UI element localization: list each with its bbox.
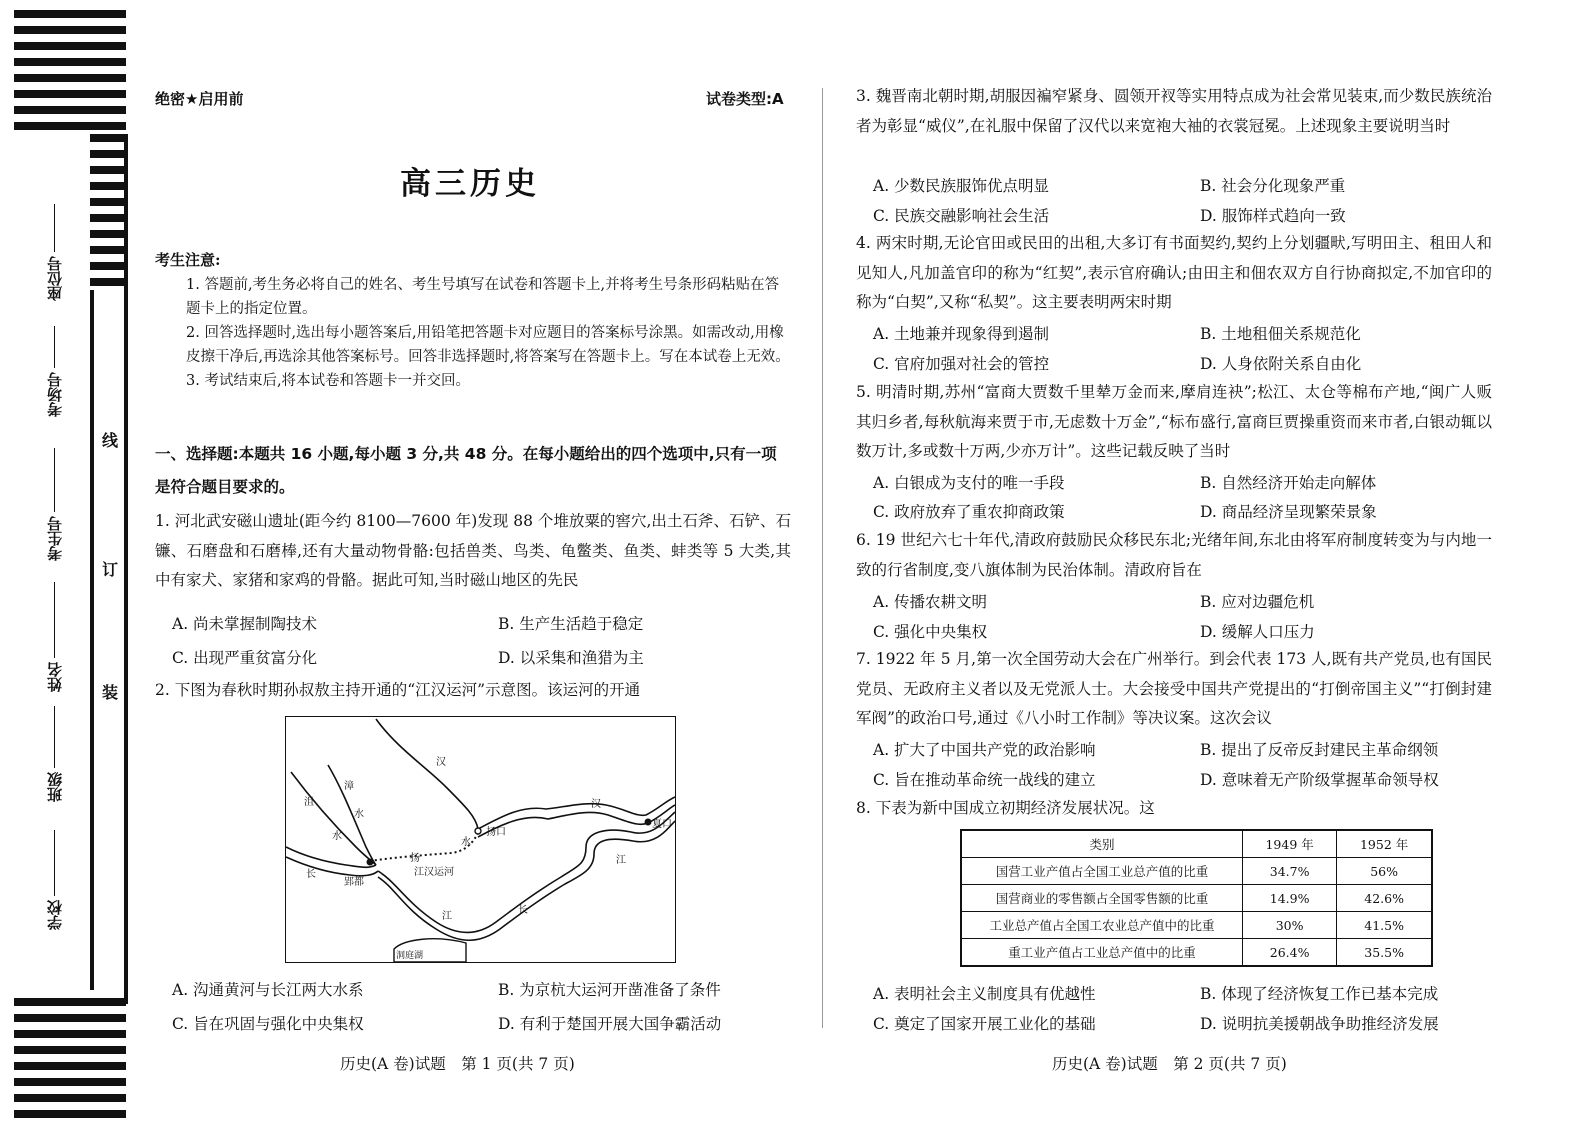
q6-option-d[interactable]: D. 缓解人口压力 bbox=[1200, 623, 1315, 641]
table-row bbox=[961, 912, 1432, 939]
question-1-stem: 1. 河北武安磁山遗址(距今约 8100—7600 年)发现 88 个堆放粟的窖穴,出土石斧、石铲、石镰、石磨盘和石磨棒,还有大量动物骨骼:包括兽类、鸟类、龟鳖类、鱼类、蚌类等 5 大类,其中有家犬、家猪和家鸡的骨骼。据此可知,当时磁山地区的先民 bbox=[155, 512, 791, 589]
school-blank[interactable] bbox=[54, 830, 55, 896]
map-label-zhang-shui: 水 bbox=[354, 809, 364, 820]
notice-item: 1. 答题前,考生务必将自己的姓名、考生号填写在试卷和答题卡上,并将考生号条形码粘贴在答题卡上的指定位置。 bbox=[186, 277, 780, 317]
q3-option-d[interactable]: D. 服饰样式趋向一致 bbox=[1200, 207, 1346, 225]
yangtze-middle-b bbox=[378, 821, 675, 940]
economy-table bbox=[960, 829, 1433, 967]
yangtze-upper bbox=[286, 847, 376, 867]
han-river bbox=[376, 719, 478, 829]
map-label-han-shui: 汉 bbox=[591, 799, 601, 810]
table-cell: 42.6% bbox=[1337, 885, 1432, 912]
map-label-chang-lower: 长 bbox=[518, 905, 528, 916]
yangtze-upper-b bbox=[286, 857, 378, 876]
seat-blank[interactable] bbox=[54, 204, 55, 252]
table-cell: 35.5% bbox=[1337, 939, 1432, 967]
yingdu-marker bbox=[367, 859, 374, 866]
q4-option-b[interactable]: B. 土地租佃关系规范化 bbox=[1200, 325, 1361, 343]
question-2-stem: 2. 下图为春秋时期孙叔敖主持开通的“江汉运河”示意图。该运河的开通 bbox=[155, 681, 641, 699]
table-cell: 国营工业产值占全国工业总产值的比重 bbox=[961, 858, 1243, 885]
q5-option-c[interactable]: C. 政府放弃了重农抑商政策 bbox=[873, 503, 1065, 521]
q5-option-d[interactable]: D. 商品经济呈现繁荣景象 bbox=[1200, 503, 1377, 521]
q1-option-b[interactable]: B. 生产生活趋于稳定 bbox=[498, 615, 644, 633]
q8-option-b[interactable]: B. 体现了经济恢复工作已基本完成 bbox=[1200, 985, 1439, 1003]
table-row bbox=[961, 885, 1432, 912]
q1-option-c[interactable]: C. 出现严重贫富分化 bbox=[172, 649, 318, 667]
table-cell: 56% bbox=[1337, 858, 1432, 885]
question-3-stem: 3. 魏晋南北朝时期,胡服因褊窄紧身、圆领开衩等实用特点成为社会常见装束,而少数民族统治者为彰显“威仪”,在礼服中保留了汉代以来宽袍大袖的衣裳冠冕。上述现象主要说明当时 bbox=[856, 87, 1492, 135]
canal-map bbox=[285, 716, 676, 963]
q4-option-d[interactable]: D. 人身依附关系自由化 bbox=[1200, 355, 1362, 373]
table-cell: 国营商业的零售额占全国零售额的比重 bbox=[961, 885, 1243, 912]
map-label-ju: 沮 bbox=[304, 797, 314, 808]
class-label: 班级 bbox=[46, 772, 64, 802]
notice-item: 2. 回答选择题时,选出每小题答案后,用铅笔把答题卡对应题目的答案标号涂黑。如需改动,用橡皮擦干净后,再选涂其他答案标号。回答非选择题时,将答案写在答题卡上。写在本试卷上无效。 bbox=[186, 325, 790, 365]
binding-word-bind: 装 bbox=[102, 683, 119, 702]
q1-option-a[interactable]: A. 尚未掌握制陶技术 bbox=[172, 615, 318, 633]
table-header: 类别 bbox=[961, 830, 1243, 858]
q5-option-a[interactable]: A. 白银成为支付的唯一手段 bbox=[873, 474, 1065, 492]
name-blank[interactable] bbox=[54, 582, 55, 658]
q2-option-c[interactable]: C. 旨在巩固与强化中央集权 bbox=[172, 1015, 364, 1033]
q7-option-a[interactable]: A. 扩大了中国共产党的政治影响 bbox=[873, 741, 1096, 759]
q3-option-a[interactable]: A. 少数民族服饰优点明显 bbox=[873, 177, 1050, 195]
binding-word-line: 线 bbox=[102, 431, 119, 450]
yangkou-marker bbox=[475, 828, 481, 834]
q2-option-d[interactable]: D. 有利于楚国开展大国争霸活动 bbox=[498, 1015, 722, 1033]
exam-room-label: 考场号 bbox=[46, 372, 64, 417]
table-row bbox=[961, 858, 1432, 885]
q6-option-a[interactable]: A. 传播农耕文明 bbox=[873, 593, 988, 611]
student-id-blank[interactable] bbox=[54, 448, 55, 512]
question-4-stem: 4. 两宋时期,无论官田或民田的出租,大多订有书面契约,契约上分划疆畎,写明田主、租田人和见知人,凡加盖官印的称为“红契”,表示官府确认;由田主和佃农双方自行协商拟定,不加官印的称为“白契”,又称“私契”。这主要表明两宋时期 bbox=[856, 234, 1492, 311]
column-divider bbox=[822, 88, 823, 1028]
q7-option-b[interactable]: B. 提出了反帝反封建民主革命纲领 bbox=[1200, 741, 1439, 759]
name-label: 姓名 bbox=[46, 662, 64, 692]
map-label-zhang: 漳 bbox=[344, 781, 354, 792]
seat-label: 座位号 bbox=[46, 256, 64, 301]
q5-option-b[interactable]: B. 自然经济开始走向解体 bbox=[1200, 474, 1377, 492]
table-row bbox=[961, 939, 1432, 967]
map-label-ju-shui: 水 bbox=[332, 831, 342, 842]
q8-option-d[interactable]: D. 说明抗美援朝战争助推经济发展 bbox=[1200, 1015, 1439, 1033]
question-8-stem: 8. 下表为新中国成立初期经济发展状况。这 bbox=[856, 799, 1155, 817]
map-label-han: 汉 bbox=[436, 757, 446, 768]
student-id-label: 考生号 bbox=[46, 516, 64, 561]
q8-option-c[interactable]: C. 奠定了国家开展工业化的基础 bbox=[873, 1015, 1096, 1033]
notice-item: 3. 考试结束后,将本试卷和答题卡一并交回。 bbox=[186, 373, 471, 389]
q2-option-b[interactable]: B. 为京杭大运河开凿准备了条件 bbox=[498, 981, 721, 999]
xiakou-marker bbox=[645, 819, 652, 826]
footer-page-1: 历史(A 卷)试题 第 1 页(共 7 页) bbox=[340, 1055, 575, 1073]
page-title: 高三历史 bbox=[400, 166, 540, 202]
table-cell: 工业总产值占全国工农业总产值中的比重 bbox=[961, 912, 1243, 939]
map-label-chang-upper: 长 bbox=[306, 869, 316, 880]
map-label-lake: 洞庭湖 bbox=[396, 951, 424, 961]
zhang-river bbox=[328, 765, 376, 865]
question-5-stem: 5. 明清时期,苏州“富商大贾数千里辇万金而来,摩肩连袂”;松江、太仓等棉布产地,“闽广人贩其归乡者,每秋航海来贾于市,无虑数十万金”,“标布盛行,富商巨贾操重资而来市者,白银动辄以数万计,多或数十万两,少亦万计”。这些记载反映了当时 bbox=[856, 383, 1492, 460]
map-label-yangkou: 扬口 bbox=[486, 827, 506, 838]
map-label-xiakou: 夏口 bbox=[652, 819, 672, 830]
q8-option-a[interactable]: A. 表明社会主义制度具有优越性 bbox=[873, 985, 1096, 1003]
table-cell: 34.7% bbox=[1243, 858, 1337, 885]
question-7-stem: 7. 1922 年 5 月,第一次全国劳动大会在广州举行。到会代表 173 人,既有共产党员,也有国民党员、无政府主义者以及无党派人士。大会接受中国共产党提出的“打倒帝国主义”“打倒封建军阀”的政治口号,通过《八小时工作制》等决议案。这次会议 bbox=[856, 650, 1492, 727]
notice-heading: 考生注意: bbox=[155, 251, 221, 269]
table-header-row bbox=[961, 830, 1432, 858]
school-label: 学校 bbox=[46, 900, 64, 930]
table-cell: 41.5% bbox=[1337, 912, 1432, 939]
map-label-yang: 扬 bbox=[410, 853, 420, 864]
secret-label: 绝密★启用前 bbox=[155, 90, 244, 108]
map-label-jiang-right: 江 bbox=[616, 855, 626, 866]
table-cell: 14.9% bbox=[1243, 885, 1337, 912]
map-label-yingdu: 郢都 bbox=[344, 877, 364, 888]
map-label-canal: 江汉运河 bbox=[414, 867, 454, 878]
footer-page-2: 历史(A 卷)试题 第 2 页(共 7 页) bbox=[1052, 1055, 1287, 1073]
table-cell: 重工业产值占工业总产值中的比重 bbox=[961, 939, 1243, 967]
q3-option-c[interactable]: C. 民族交融影响社会生活 bbox=[873, 207, 1050, 225]
binding-word-order: 订 bbox=[102, 560, 119, 579]
q6-option-b[interactable]: B. 应对边疆危机 bbox=[1200, 593, 1315, 611]
table-cell: 26.4% bbox=[1243, 939, 1337, 967]
q3-option-b[interactable]: B. 社会分化现象严重 bbox=[1200, 177, 1346, 195]
q2-option-a[interactable]: A. 沟通黄河与长江两大水系 bbox=[172, 981, 364, 999]
q1-option-d[interactable]: D. 以采集和渔猎为主 bbox=[498, 649, 644, 667]
exam-room-blank[interactable] bbox=[54, 326, 55, 368]
q4-option-a[interactable]: A. 土地兼并现象得到遏制 bbox=[873, 325, 1050, 343]
q4-option-c[interactable]: C. 官府加强对社会的管控 bbox=[873, 355, 1050, 373]
map-label-yang-shui: 水 bbox=[461, 837, 471, 848]
q7-option-d[interactable]: D. 意味着无产阶级掌握革命领导权 bbox=[1200, 771, 1439, 789]
q7-option-c[interactable]: C. 旨在推动革命统一战线的建立 bbox=[873, 771, 1096, 789]
map-label-jiang-lower: 江 bbox=[442, 911, 452, 922]
table-cell: 30% bbox=[1243, 912, 1337, 939]
table-header: 1952 年 bbox=[1337, 830, 1432, 858]
table-header: 1949 年 bbox=[1243, 830, 1337, 858]
notice-list bbox=[186, 273, 790, 393]
paper-type: 试卷类型:A bbox=[706, 90, 784, 108]
section-heading: 一、选择题:本题共 16 小题,每小题 3 分,共 48 分。在每小题给出的四个选项中,只有一项是符合题目要求的。 bbox=[155, 445, 777, 496]
class-blank[interactable] bbox=[54, 706, 55, 768]
question-6-stem: 6. 19 世纪六七十年代,清政府鼓励民众移民东北;光绪年间,东北由将军府制度转变为与内地一致的行省制度,变八旗体制为民治体制。清政府旨在 bbox=[856, 531, 1492, 579]
q6-option-c[interactable]: C. 强化中央集权 bbox=[873, 623, 988, 641]
